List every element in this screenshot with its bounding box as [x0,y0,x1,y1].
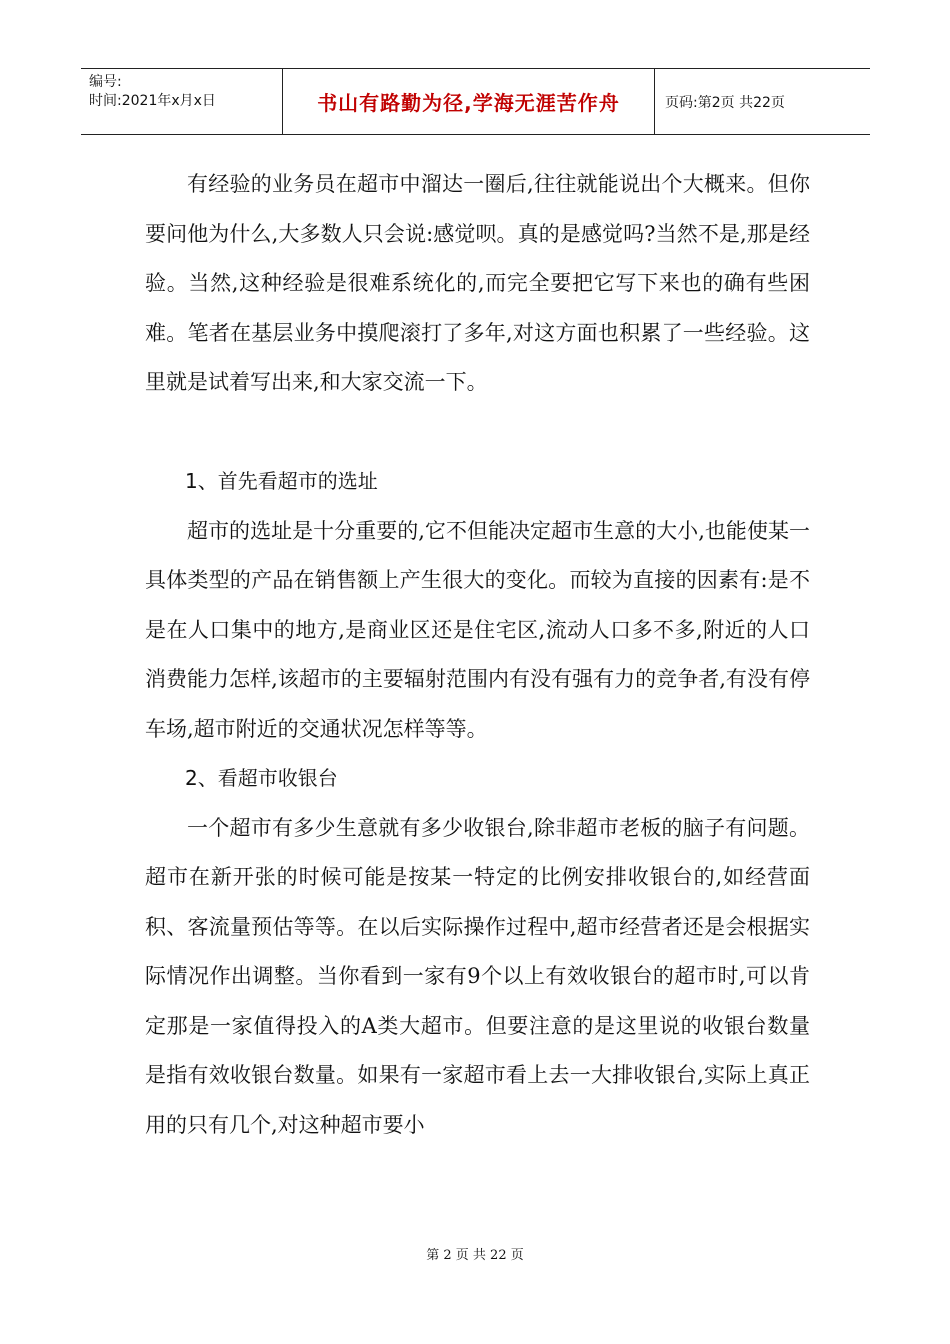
page-footer: 第 2 页 共 22 页 [426,1248,524,1263]
document-header [81,68,870,135]
header-motto: 书山有路勤为径,学海无涯苦作舟 [317,91,620,115]
header-page-info: 页码:第2页 共22页 [665,94,785,111]
section-2-heading: 2、看超市收银台 [185,766,338,790]
section-1-heading: 1、首先看超市的选址 [185,469,378,493]
intro-paragraph: 有经验的业务员在超市中溜达一圈后,往往就能说出个大概来。但你要问他为什么,大多数人只会说:感觉呗。真的是感觉吗?当然不是,那是经验。当然,这种经验是很难系统化的,而完全要把它写下来也的确有些困难。笔者在基层业务中摸爬滚打了多年,对这方面也积累了一些经验。这里就是试着写出来,和大家交流一下。 [145,172,810,394]
time-label: 时间:2021年x月x日 [89,93,216,109]
section-1-paragraph: 超市的选址是十分重要的,它不但能决定超市生意的大小,也能使某一具体类型的产品在销售额上产生很大的变化。而较为直接的因素有:是不是在人口集中的地方,是商业区还是住宅区,流动人口多不多,附近的人口消费能力怎样,该超市的主要辐射范围内有没有强有力的竞争者,有没有停车场,超市附近的交通状况怎样等等。 [145,518,810,741]
header-motto-cell [283,69,655,134]
header-page-info-cell [655,69,870,134]
section-2-paragraph: 一个超市有多少生意就有多少收银台,除非超市老板的脑子有问题。超市在新开张的时候可能是按某一特定的比例安排收银台的,如经营面积、客流量预估等等。在以后实际操作过程中,超市经营者还是会根据实际情况作出调整。当你看到一家有9个以上有效收银台的超市时,可以肯定那是一家值得投入的A类大超市。但要注意的是这里说的收银台数量是指有效收银台数量。如果有一家超市看上去一大排收银台,实际上真正用的只有几个,对这种超市要小 [145,815,810,1137]
header-meta [81,69,283,134]
paragraph-spacer [145,408,810,458]
number-label: 编号: [89,74,122,90]
document-body [145,160,810,1150]
